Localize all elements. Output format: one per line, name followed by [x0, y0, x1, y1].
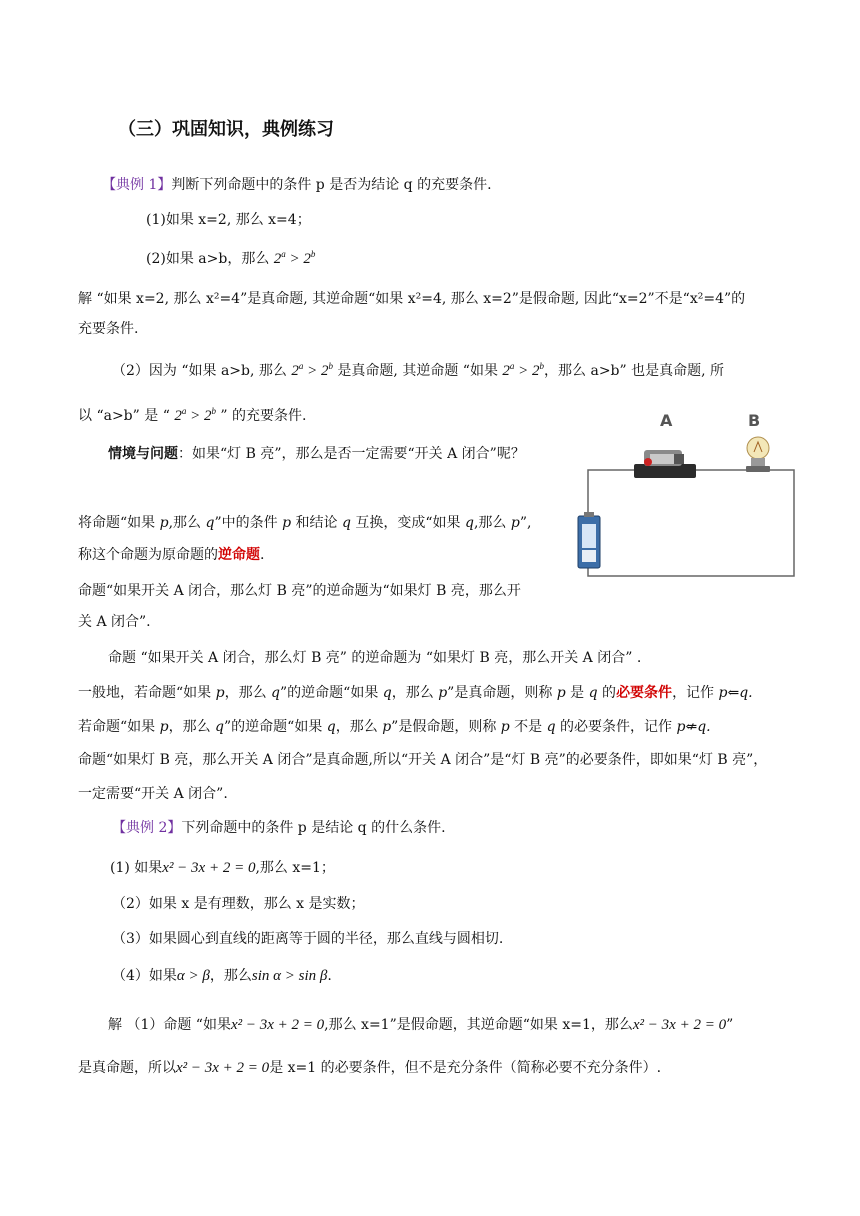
necessary-definition-line2: 若命题“如果 p，那么 q”的逆命题“如果 q，那么 p”是假命题，则称 p 不是 q 的必要条件，记作 p⇍q.: [78, 719, 711, 735]
battery-icon: [578, 512, 600, 568]
quadratic-equation: x² − 3x + 2 = 0: [176, 1060, 270, 1076]
label-b: B: [748, 411, 761, 430]
solution2-line1: （2）因为 “如果 a>b, 那么 $2^a > 2^b$ 是真命题, 其逆命题 “如果 $2^a > 2^b$，那么 a>b” 也是真命题, 所: [112, 361, 725, 379]
necessary-definition-line1: 一般地，若命题“如果 p，那么 q”的逆命题“如果 q，那么 p”是真命题，则称 p 是 q 的必要条件，记作 p⇐q.: [78, 685, 753, 701]
example1-item2-text: (2)如果 a>b，那么: [146, 251, 270, 267]
bulb-b-icon: [746, 437, 770, 472]
example2-item4: （4）如果α > β，那么sin α > sin β.: [112, 968, 332, 984]
term-converse: 逆命题: [218, 547, 260, 563]
example2-line: [112, 818, 446, 838]
necessary-example-line2: 一定需要“开关 A 闭合”.: [78, 786, 228, 802]
example1-prompt: 判断下列命题中的条件 p 是否为结论 q 的充要条件.: [171, 177, 492, 193]
sine-inequality: sin α > sin β: [251, 968, 328, 984]
example1-line: [102, 175, 492, 195]
example2-item3: （3）如果圆心到直线的距离等于圆的半径，那么直线与圆相切.: [112, 931, 504, 947]
converse-definition-line2: 称这个命题为原命题的逆命题.: [78, 547, 265, 563]
alpha-beta-inequality: α > β: [176, 968, 210, 984]
example1-tag: 【典例 1】: [102, 177, 172, 193]
quadratic-equation: x² − 3x + 2 = 0: [632, 1017, 727, 1033]
converse-definition-line1: 将命题“如果 p,那么 q”中的条件 p 和结论 q 互换，变成“如果 q,那么 p”,: [78, 515, 532, 531]
solution2-line2: 以 “a>b” 是 “ $2^a > 2^b$ ” 的充要条件.: [78, 406, 307, 424]
power-inequality: $2^a > 2^b$: [291, 361, 333, 379]
section-title: （三）巩固知识，典例练习: [118, 119, 334, 140]
label-a: A: [660, 411, 673, 430]
solution1-line1: 解 “如果 x=2, 那么 x²=4”是真命题, 其逆命题“如果 x²=4, 那么 x=2”是假命题, 因此“x=2”不是“x²=4”的: [78, 291, 746, 307]
solution-ex2-line2: 是真命题，所以x² − 3x + 2 = 0是 x=1 的必要条件，但不是充分条件（简称必要不充分条件）.: [78, 1060, 662, 1076]
example1-item1: (1)如果 x=2, 那么 x=4；: [146, 212, 311, 228]
quadratic-equation: x² − 3x + 2 = 0: [230, 1017, 325, 1033]
term-necessary-condition: 必要条件: [616, 685, 673, 701]
solution1-line2: 充要条件.: [78, 321, 139, 337]
power-inequality: $2^a > 2^b$: [273, 249, 316, 267]
situation-label: 情境与问题: [108, 446, 178, 462]
converse-example-line2: 关 A 闭合”.: [78, 614, 151, 630]
power-inequality: $2^a > 2^b$: [174, 406, 216, 424]
example1-item2: [146, 249, 315, 269]
switch-a-icon: [634, 450, 696, 478]
example2-prompt: 下列命题中的条件 p 是结论 q 的什么条件.: [181, 820, 446, 836]
situation-question: 情境与问题：如果“灯 B 亮”，那么是否一定需要“开关 A 闭合”呢？: [108, 446, 525, 462]
converse-example-restated: 命题 “如果开关 A 闭合，那么灯 B 亮” 的逆命题为 “如果灯 B 亮，那么开关 A 闭合” .: [108, 650, 642, 666]
example2-item2: （2）如果 x 是有理数，那么 x 是实数；: [112, 896, 365, 912]
necessary-example-line1: 命题“如果灯 B 亮，那么开关 A 闭合”是真命题,所以“开关 A 闭合”是“灯 B 亮”的必要条件，即如果“灯 B 亮”，: [78, 752, 768, 768]
example2-item1: (1) 如果x² − 3x + 2 = 0,那么 x=1；: [110, 860, 335, 876]
converse-example-line1: 命题“如果开关 A 闭合，那么灯 B 亮”的逆命题为“如果灯 B 亮，那么开: [78, 583, 521, 599]
solution-ex2-line1: 解 （1）命题 “如果x² − 3x + 2 = 0,那么 x=1”是假命题，其逆命题“如果 x=1，那么x² − 3x + 2 = 0”: [108, 1017, 734, 1033]
circuit-figure: [574, 404, 800, 584]
quadratic-equation: x² − 3x + 2 = 0: [162, 860, 256, 876]
example2-tag: 【典例 2】: [112, 820, 182, 836]
power-inequality: $2^a > 2^b$: [502, 361, 545, 379]
